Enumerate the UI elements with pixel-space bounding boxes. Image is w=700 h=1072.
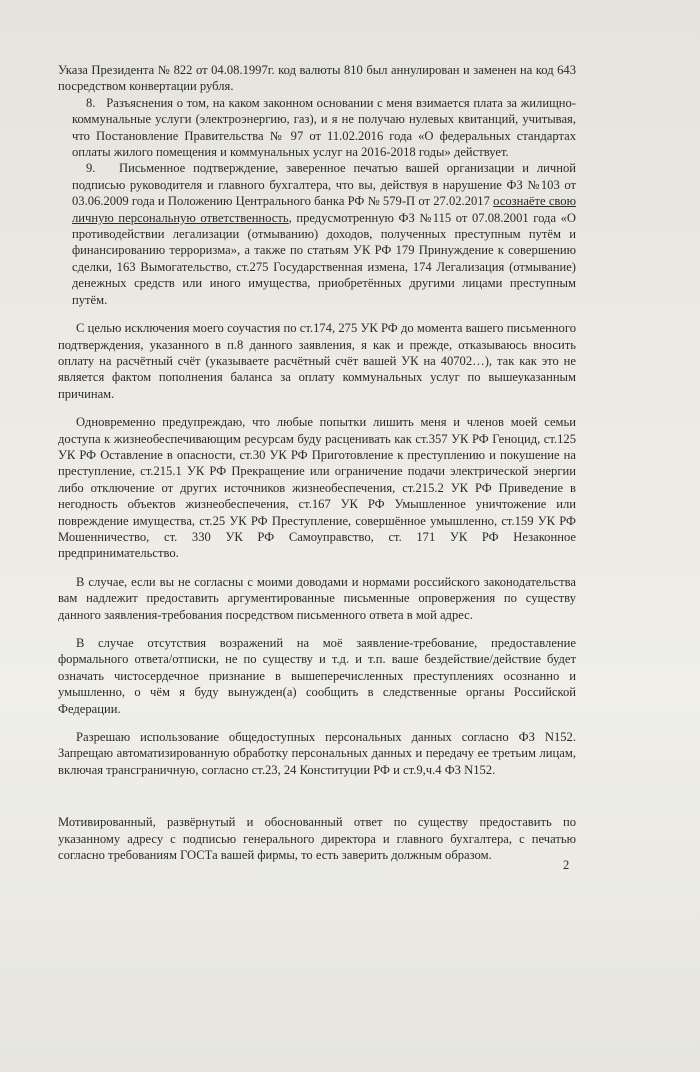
item-8 xyxy=(58,95,576,161)
item-8-text: Разъяснения о том, на каком законном основании с меня взимается плата за жилищно-коммунальные услуги (электроэнергию, газ), и я не получаю нулевых квитанций, учитывая, что Постановление Правительства № 97 от 11.02.2016 года «О федеральных стандартах оплаты жилого помещения и коммунальных услуг на 2016-2018 годы» действует. xyxy=(72,95,576,160)
page-number: 2 xyxy=(563,858,570,872)
paragraph-no-objection: В случае отсутствия возражений на моё заявление-требование, предоставление формального ответа/отписки, не по существу и т.д. и т.п. ваше бездействие/действие будет означать чистосердечное признание в вышеперечисленных преступлениях осознанно и умышленно, о чём я буду вынужден(а) сообщить в следственные органы Российской Федерации. xyxy=(58,636,576,716)
paragraph-complicity: С целью исключения моего соучастия по ст.174, 275 УК РФ до момента вашего письменного подтверждения, указанного в п.8 данного заявления, я как и прежде, отказываюсь вносить оплату на расчётный счёт (указываете расчётный счёт вашей УК на 40702…), так как это не является фактом пополнения баланса за оплату коммунальных услуг по вышеуказанным причинам. xyxy=(58,321,576,401)
paragraph-personal-data: Разрешаю использование общедоступных персональных данных согласно ФЗ N152. Запрещаю автоматизированную обработку персональных данных и передачу ее третьим лицам, включая трансграничную, согласно ст.23, 24 Конституции РФ и ст.9,ч.4 ФЗ N152. xyxy=(58,730,576,777)
paragraph-response-request: Мотивированный, развёрнутый и обоснованный ответ по существу предоставить по указанному адресу с подписью генерального директора и главного бухгалтера, с печатью согласно требованиям ГОСТа вашей фирмы, то есть заверить должным образом. xyxy=(58,815,576,863)
document-body xyxy=(58,62,576,863)
item-9-number: 9. xyxy=(86,161,96,176)
paragraph-warning: Одновременно предупреждаю, что любые попытки лишить меня и членов моей семьи доступа к жизнеобеспечивающим ресурсам буду расценивать как ст.357 УК РФ Геноцид, ст.125 УК РФ Оставление в опасности, ст.30 УК РФ Приготовление к преступлению и покушение на преступление, ст.215.1 УК РФ Прекращение или ограничение подачи электрической энергии либо отключение от других источников жизнеобеспечения, ст.215.2 УК РФ Приведение в негодность объектов жизнеобеспечения, ст.167 УК РФ Умышленное уничтожение или повреждение имущества, ст.25 УК РФ Преступление, совершённое умышленно, ст.159 УК РФ Мошенничество, ст. 330 УК РФ Самоуправство, ст. 171 УК РФ Незаконное предпринимательство. xyxy=(58,415,576,561)
item-9 xyxy=(58,160,576,308)
item-8-number: 8. xyxy=(86,95,96,110)
item-9-text-b: , предусмотренную ФЗ №115 от 07.08.2001 года «О противодействии легализации (отмыванию) доходов, полученных преступным путём и финансированию терроризма», а также по статьям УК РФ 179 Принуждение к совершению сделки, 163 Вымогательство, ст.275 Государственная измена, 174 Легализация (отмывание) денежных средств или иного имущества, приобретённых другими лицами преступным путём. xyxy=(72,210,576,307)
item-9-underlined: осознаёте свою личную персональную ответственность xyxy=(72,194,576,225)
paragraph-disagreement: В случае, если вы не согласны с моими доводами и нормами российского законодательства вам надлежит предоставить аргументированные письменные опровержения по существу данного заявления-требования посредством письменного ответа в мой адрес. xyxy=(58,574,576,622)
intro-paragraph: Указа Президента № 822 от 04.08.1997г. код валюты 810 был аннулирован и заменен на код 643 посредством конвертации рубля. xyxy=(58,63,576,94)
item-9-text-a: Письменное подтверждение, заверенное печатью вашей организации и личной подписью руководителя и главного бухгалтера, что вы, действуя в нарушение ФЗ №103 от 03.06.2009 года и Положению Центрального банка РФ № 579-П от 27.02.2017 xyxy=(72,161,576,209)
